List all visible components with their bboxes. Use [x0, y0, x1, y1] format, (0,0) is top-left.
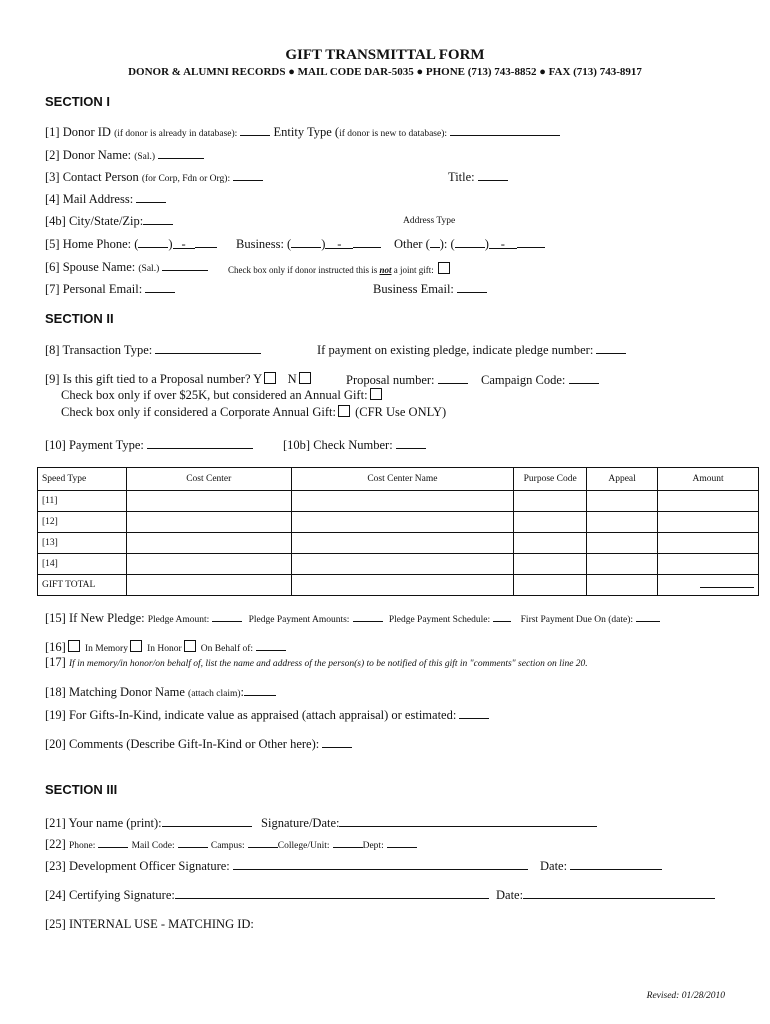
other-phone	[394, 236, 545, 252]
line-10	[45, 437, 253, 453]
matching-donor-note: (attach claim)	[188, 689, 241, 699]
certifying-date-label: Date:	[496, 888, 524, 902]
table-cell[interactable]	[126, 533, 291, 554]
signature-date-field[interactable]	[339, 815, 597, 827]
section-3-heading: SECTION III	[45, 782, 118, 797]
home-phone-line-field[interactable]	[195, 236, 217, 248]
row-label: [14]	[38, 554, 127, 575]
contact-title-label: Title:	[448, 170, 475, 184]
pledge-schedule-label: Pledge Payment Schedule:	[388, 615, 491, 625]
dept-label: Dept:	[362, 841, 384, 851]
line-20	[45, 736, 352, 752]
corporate-gift-label: Check box only if considered a Corporate Annual Gift:	[61, 405, 336, 419]
home-phone-dash: -	[181, 237, 186, 251]
column-header: Cost Center	[126, 468, 291, 491]
table-cell[interactable]	[126, 512, 291, 533]
signature-date-label: Signature/Date:	[261, 816, 340, 830]
other-phone-type-field[interactable]	[430, 236, 440, 248]
table-cell[interactable]	[587, 554, 658, 575]
pledge-number-label: If payment on existing pledge, indicate pledge number:	[317, 343, 594, 357]
table-cell[interactable]	[291, 512, 514, 533]
other-phone-line-field[interactable]	[517, 236, 545, 248]
revised-date: Revised: 01/28/2010	[646, 991, 725, 1001]
home-phone-label: [5] Home Phone: (	[45, 237, 139, 251]
spouse-name-field[interactable]	[162, 259, 208, 271]
matching-donor-field[interactable]	[244, 684, 276, 696]
campaign-code-field[interactable]	[569, 372, 599, 384]
proposal-number-field[interactable]	[438, 372, 468, 384]
business-phone-label: Business: (	[236, 237, 292, 251]
pledge-schedule-field[interactable]	[493, 610, 511, 622]
table-cell	[291, 575, 514, 596]
donor-id-field[interactable]	[240, 124, 270, 136]
phone-field[interactable]	[98, 836, 128, 848]
gift-total-label: GIFT TOTAL	[38, 575, 127, 596]
proposal-number	[346, 372, 468, 388]
mail-code-label: Mail Code:	[131, 841, 175, 851]
table-cell	[514, 575, 587, 596]
donor-id-note: (if donor is already in database):	[114, 129, 238, 139]
mail-address-field[interactable]	[136, 191, 166, 203]
campaign-code	[481, 372, 599, 388]
annual-gift-check	[61, 388, 384, 403]
donor-name-label: [2] Donor Name:	[45, 148, 132, 162]
personal-email-label: [7] Personal Email:	[45, 282, 143, 296]
dept-field[interactable]	[387, 836, 417, 848]
column-header: Appeal	[587, 468, 658, 491]
dev-officer-signature-label: [23] Development Officer Signature:	[45, 859, 230, 873]
table-cell[interactable]	[587, 491, 658, 512]
spouse-name-label: [6] Spouse Name:	[45, 260, 136, 274]
line-4	[45, 191, 166, 207]
line-23	[45, 858, 528, 874]
business-phone-line-field[interactable]	[353, 236, 381, 248]
table-row	[38, 491, 759, 512]
line-17	[45, 655, 588, 670]
business-phone-paren: )	[321, 237, 326, 251]
table-cell[interactable]	[587, 533, 658, 554]
line-6	[45, 259, 208, 275]
joint-gift-text-not: not	[379, 265, 392, 275]
check-number-label: [10b] Check Number:	[283, 438, 393, 452]
proposal-question-label: [9] Is this gift tied to a Proposal number? Y	[45, 372, 263, 386]
corporate-gift-check	[61, 405, 446, 420]
campus-field[interactable]	[248, 836, 278, 848]
business-phone-dash: -	[337, 237, 342, 251]
address-type-label: Address Type	[403, 216, 456, 226]
gift-total-field[interactable]	[658, 575, 759, 596]
certifying-signature-field[interactable]	[175, 887, 489, 899]
business-email	[373, 281, 487, 297]
city-state-zip-label: [4b] City/State/Zip:	[45, 214, 144, 228]
donor-id-label: [1] Donor ID	[45, 125, 111, 139]
table-cell[interactable]	[291, 491, 514, 512]
contact-title-field[interactable]	[478, 169, 508, 181]
table-cell[interactable]	[658, 554, 759, 575]
joint-gift-check	[228, 262, 452, 275]
joint-gift-text-post: a joint gift:	[393, 265, 434, 275]
matching-id-label: [25] INTERNAL USE - MATCHING ID:	[45, 917, 254, 931]
other-phone-mid: ): (	[439, 237, 455, 251]
your-name-label: [21] Your name (print):	[45, 816, 162, 830]
business-email-field[interactable]	[457, 281, 487, 293]
comments-field[interactable]	[322, 736, 352, 748]
table-cell[interactable]	[291, 533, 514, 554]
transaction-type-field[interactable]	[155, 342, 261, 354]
dev-officer-date	[540, 858, 662, 874]
donor-name-sal: (Sal.)	[134, 152, 156, 162]
line-25	[45, 917, 254, 932]
certifying-signature-label: [24] Certifying Signature:	[45, 888, 175, 902]
first-payment-label: First Payment Due On (date):	[520, 615, 634, 625]
dev-officer-date-label: Date:	[540, 859, 568, 873]
comments-label: [20] Comments (Describe Gift-In-Kind or Other here):	[45, 737, 320, 751]
form-subtitle: DONOR & ALUMNI RECORDS ● MAIL CODE DAR-5035 ● PHONE (713) 743-8852 ● FAX (713) 743-8917	[128, 66, 642, 78]
proposal-no-checkbox[interactable]	[299, 372, 311, 384]
line-4b	[45, 213, 173, 229]
college-unit-label: College/Unit:	[277, 841, 330, 851]
joint-gift-checkbox[interactable]	[438, 262, 450, 274]
table-row	[38, 512, 759, 533]
table-cell[interactable]	[514, 554, 587, 575]
on-behalf-label: On Behalf of:	[200, 644, 254, 654]
contact-person-field[interactable]	[233, 169, 263, 181]
column-header: Cost Center Name	[291, 468, 514, 491]
payment-type-label: [10] Payment Type:	[45, 438, 144, 452]
entity-type-note: if donor is new to database):	[339, 129, 448, 139]
business-phone-area-field[interactable]	[291, 236, 321, 248]
table-cell[interactable]	[514, 533, 587, 554]
line-22-number: [22]	[45, 837, 66, 851]
on-behalf-checkbox[interactable]	[184, 640, 196, 652]
other-phone-area-field[interactable]	[455, 236, 485, 248]
line-16-number: [16]	[45, 640, 66, 654]
other-phone-label: Other (	[394, 237, 430, 251]
proposal-no-label: N	[287, 372, 297, 386]
pledge-number-field[interactable]	[596, 342, 626, 354]
notification-instructions: If in memory/in honor/on behalf of, list the name and address of the person(s) to be notified of this gift in "comments" section on line 20.	[68, 659, 588, 669]
gift-total-row	[38, 575, 759, 596]
table-cell[interactable]	[658, 512, 759, 533]
gifts-in-kind-label: [19] For Gifts-In-Kind, indicate value as appraised (attach appraisal) or estimated:	[45, 708, 457, 722]
line-1	[45, 124, 560, 140]
section-2-heading: SECTION II	[45, 311, 114, 326]
line-15	[45, 610, 660, 626]
matching-donor-colon: :	[240, 685, 244, 699]
line-21	[45, 815, 597, 831]
in-honor-label: In Honor	[147, 644, 182, 654]
table-cell[interactable]	[587, 512, 658, 533]
table-cell[interactable]	[658, 491, 759, 512]
on-behalf-field[interactable]	[256, 639, 286, 651]
business-phone	[236, 236, 381, 252]
pledge-payment-amounts-label: Pledge Payment Amounts:	[248, 615, 350, 625]
payment-type-field[interactable]	[147, 437, 253, 449]
business-phone-prefix-field[interactable]	[325, 237, 353, 249]
other-phone-prefix-field[interactable]	[489, 237, 517, 249]
your-name-field[interactable]	[162, 815, 252, 827]
mail-code-field[interactable]	[178, 836, 208, 848]
table-cell[interactable]	[514, 491, 587, 512]
personal-email-field[interactable]	[145, 281, 175, 293]
table-cell	[587, 575, 658, 596]
line-19	[45, 707, 489, 723]
annual-gift-checkbox[interactable]	[370, 388, 382, 400]
line-5	[45, 236, 217, 252]
proposal-number-label: Proposal number:	[346, 373, 435, 387]
contact-person-note: (for Corp, Fdn or Org):	[141, 174, 231, 184]
home-phone-area-field[interactable]	[138, 236, 168, 248]
dev-officer-date-field[interactable]	[570, 858, 662, 870]
new-pledge-label: [15] If New Pledge:	[45, 611, 145, 625]
line-17-number: [17]	[45, 655, 66, 669]
column-header: Purpose Code	[514, 468, 587, 491]
table-cell[interactable]	[126, 554, 291, 575]
in-memory-label: In Memory	[84, 644, 128, 654]
corporate-gift-checkbox[interactable]	[338, 405, 350, 417]
campaign-code-label: Campaign Code:	[481, 373, 566, 387]
first-payment-field[interactable]	[636, 610, 660, 622]
spouse-name-sal: (Sal.)	[138, 264, 160, 274]
certifying-date	[496, 887, 715, 903]
line-18	[45, 684, 276, 700]
proposal-yes-checkbox[interactable]	[264, 372, 276, 384]
line-7	[45, 281, 175, 297]
pledge-number	[317, 342, 626, 358]
gifts-in-kind-field[interactable]	[459, 707, 489, 719]
pledge-amount-label: Pledge Amount:	[147, 615, 210, 625]
line-8	[45, 342, 261, 358]
section-1-heading: SECTION I	[45, 94, 111, 109]
contact-title	[448, 169, 508, 185]
line-16	[45, 639, 286, 655]
city-state-zip-field[interactable]	[143, 213, 173, 225]
table-cell[interactable]	[291, 554, 514, 575]
table-header-row	[38, 468, 759, 491]
form-title: GIFT TRANSMITTAL FORM	[285, 47, 485, 63]
cfr-use-label: (CFR Use ONLY)	[355, 405, 447, 419]
transaction-type-label: [8] Transaction Type:	[45, 343, 153, 357]
gift-allocation-table	[37, 467, 759, 596]
check-number-field[interactable]	[396, 437, 426, 449]
column-header: Speed Type	[38, 468, 127, 491]
entity-type-field[interactable]	[450, 124, 560, 136]
line-24	[45, 887, 489, 903]
phone-label: Phone:	[68, 841, 96, 851]
home-phone-paren: )	[168, 237, 173, 251]
column-header: Amount	[658, 468, 759, 491]
other-phone-dash: -	[500, 237, 505, 251]
home-phone-prefix-field[interactable]	[173, 237, 195, 249]
pledge-amount-field[interactable]	[212, 610, 242, 622]
mail-address-label: [4] Mail Address:	[45, 192, 134, 206]
entity-type-label: Entity Type (	[273, 125, 340, 139]
campus-label: Campus:	[210, 841, 245, 851]
matching-donor-label: [18] Matching Donor Name	[45, 685, 185, 699]
table-row	[38, 554, 759, 575]
college-unit-field[interactable]	[333, 836, 363, 848]
line-10b	[283, 437, 426, 453]
pledge-payment-amounts-field[interactable]	[353, 610, 383, 622]
annual-gift-label: Check box only if over $25K, but considered an Annual Gift:	[61, 388, 368, 402]
line-3	[45, 169, 263, 185]
in-honor-checkbox[interactable]	[130, 640, 142, 652]
table-cell[interactable]	[514, 512, 587, 533]
row-label: [13]	[38, 533, 127, 554]
dev-officer-signature-field[interactable]	[233, 858, 528, 870]
donor-name-field[interactable]	[158, 147, 204, 159]
table-cell[interactable]	[658, 533, 759, 554]
gift-total-underline	[700, 579, 754, 588]
joint-gift-text-pre: Check box only if donor instructed this is	[228, 265, 378, 275]
in-memory-checkbox[interactable]	[68, 640, 80, 652]
row-label: [12]	[38, 512, 127, 533]
line-22	[45, 836, 417, 852]
contact-person-label: [3] Contact Person	[45, 170, 139, 184]
table-row	[38, 533, 759, 554]
business-email-label: Business Email:	[373, 282, 454, 296]
table-cell[interactable]	[126, 491, 291, 512]
line-9	[45, 372, 313, 387]
certifying-date-field[interactable]	[523, 887, 715, 899]
table-cell	[126, 575, 291, 596]
line-2	[45, 147, 204, 163]
other-phone-paren: )	[484, 237, 489, 251]
row-label: [11]	[38, 491, 127, 512]
